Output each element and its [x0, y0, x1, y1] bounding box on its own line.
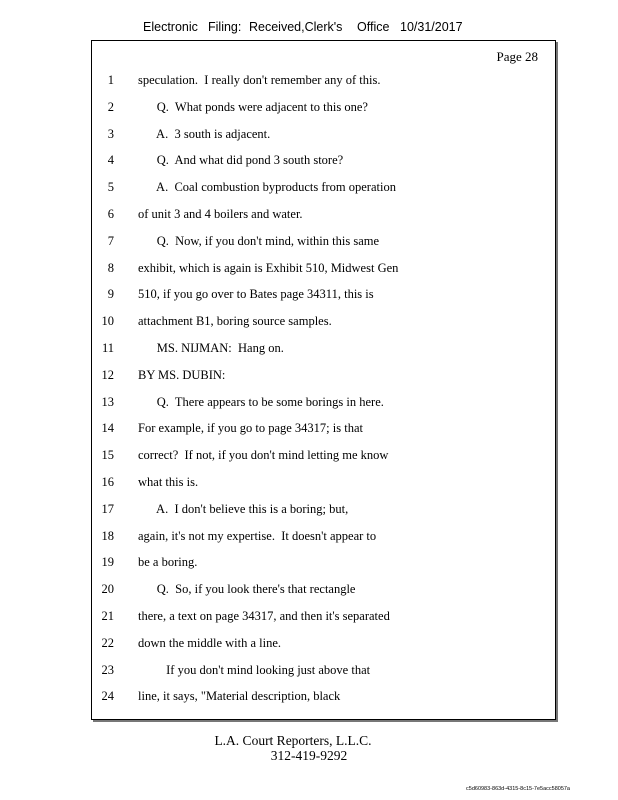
line-text: Q. And what did pond 3 south store? — [138, 153, 344, 167]
line-number: 19 — [101, 555, 114, 569]
line-text: again, it's not my expertise. It doesn't appear to — [138, 529, 377, 543]
filing-header — [143, 20, 473, 38]
line-text: be a boring. — [138, 555, 198, 569]
line-text: 510, if you go over to Bates page 34311, this is — [138, 287, 374, 301]
line-number: 18 — [101, 529, 114, 543]
line-number: 3 — [107, 127, 114, 141]
line-text: correct? If not, if you don't mind letting me know — [138, 448, 389, 462]
line-text: A. I don't believe this is a boring; but, — [138, 502, 349, 516]
line-number: 15 — [101, 448, 114, 462]
line-number: 17 — [101, 502, 114, 516]
line-text: down the middle with a line. — [138, 636, 282, 650]
line-number: 11 — [101, 341, 114, 355]
line-text: MS. NIJMAN: Hang on. — [138, 341, 284, 355]
page-number: Page 28 — [496, 49, 538, 64]
line-text: Q. Now, if you don't mind, within this same — [138, 234, 380, 248]
footer-phone: 312-419-9292 — [270, 748, 348, 763]
line-number: 8 — [107, 261, 114, 275]
line-text: BY MS. DUBIN: — [138, 368, 226, 382]
filing-header-electronic: Electronic — [143, 20, 198, 34]
filing-header-filing: Filing: — [208, 20, 242, 34]
line-text: Q. So, if you look there's that rectangle — [138, 582, 356, 596]
line-number: 14 — [101, 421, 114, 435]
line-number: 9 — [107, 287, 114, 301]
line-text: there, a text on page 34317, and then it's separated — [138, 609, 390, 623]
line-text: attachment B1, boring source samples. — [138, 314, 332, 328]
line-number: 24 — [101, 689, 114, 703]
line-text: A. Coal combustion byproducts from operation — [138, 180, 396, 194]
filing-header-office: Office — [357, 20, 390, 34]
line-text: line, it says, "Material description, black — [138, 689, 341, 703]
line-text: of unit 3 and 4 boilers and water. — [138, 207, 303, 221]
line-number: 20 — [101, 582, 114, 596]
line-text: A. 3 south is adjacent. — [138, 127, 271, 141]
line-number: 12 — [101, 368, 114, 382]
line-text: Q. What ponds were adjacent to this one? — [138, 100, 368, 114]
line-number: 23 — [101, 663, 114, 677]
line-number: 5 — [107, 180, 114, 194]
footer-company: L.A. Court Reporters, L.L.C. — [214, 733, 372, 748]
line-text: exhibit, which is again is Exhibit 510, Midwest Gen — [138, 261, 399, 275]
line-text: speculation. I really don't remember any of this. — [138, 73, 381, 87]
line-number: 7 — [107, 234, 114, 248]
line-number: 1 — [107, 73, 114, 87]
line-number: 10 — [101, 314, 114, 328]
line-number: 21 — [101, 609, 114, 623]
line-number: 6 — [107, 207, 114, 221]
line-number: 4 — [107, 153, 114, 167]
line-text: what this is. — [138, 475, 199, 489]
line-number: 22 — [101, 636, 114, 650]
line-text: For example, if you go to page 34317; is that — [138, 421, 363, 435]
line-number: 13 — [101, 395, 114, 409]
line-number: 16 — [101, 475, 114, 489]
line-text: If you don't mind looking just above that — [138, 663, 371, 677]
filing-header-date: 10/31/2017 — [400, 20, 463, 34]
filing-header-received: Received,Clerk's — [249, 20, 343, 34]
document-id: c5d60983-863d-4315-8c15-7e5acc58057a — [466, 786, 570, 792]
line-number: 2 — [107, 100, 114, 114]
line-text: Q. There appears to be some borings in here. — [138, 395, 384, 409]
